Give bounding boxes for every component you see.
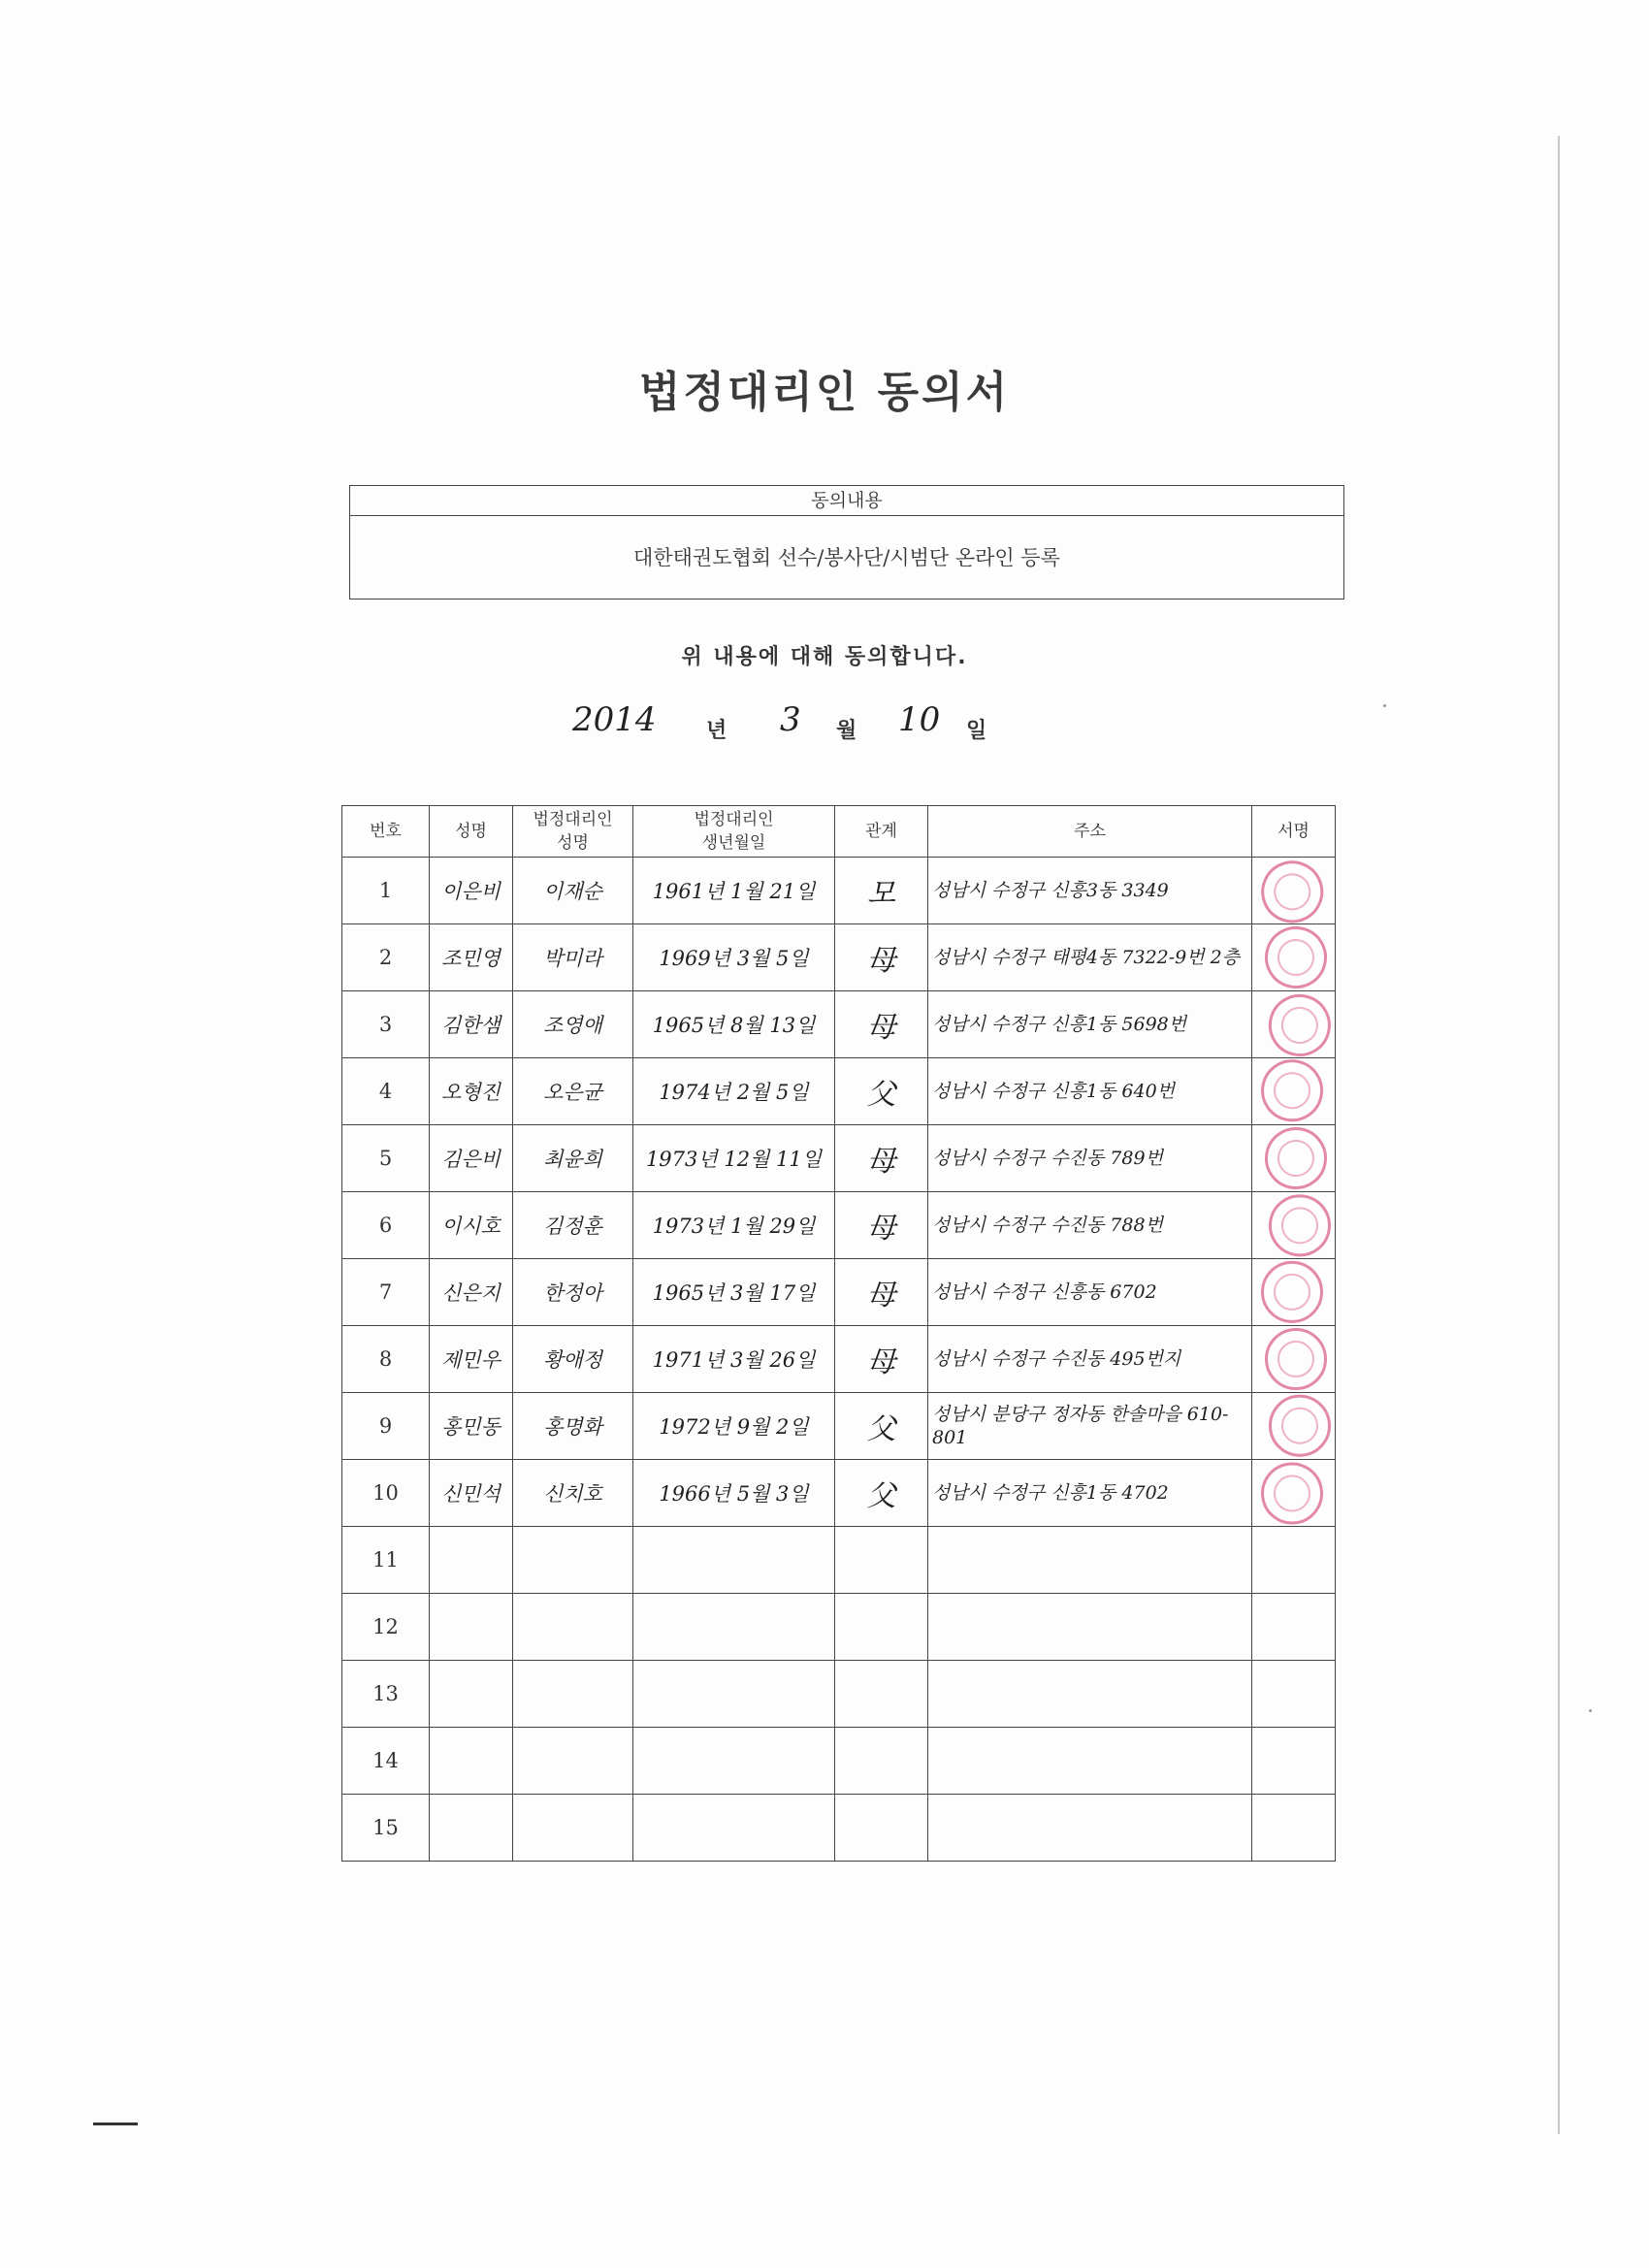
col-header-guardian-birth-line2: 생년월일 [701,833,766,853]
table-row [342,1393,1336,1460]
row-relation [835,1594,928,1661]
scan-margin-mark [93,2122,138,2125]
row-guardian-name: 오은균 [513,1058,633,1125]
table-body [342,858,1336,1862]
row-guardian-birth: 1972년 9월 2일 [633,1393,835,1460]
table-row [342,1661,1336,1728]
row-address [928,1795,1252,1862]
table-row [342,1125,1336,1192]
row-guardian-name: 홍명화 [513,1393,633,1460]
row-guardian-birth: 1973년 1월 29일 [633,1192,835,1259]
row-number: 3 [342,991,430,1058]
scan-speck [1383,704,1386,707]
row-address: 성남시 수정구 신흥1동 640번 [928,1058,1252,1125]
row-guardian-birth: 1961년 1월 21일 [633,858,835,924]
row-guardian-birth: 1973년 12월 11일 [633,1125,835,1192]
table-row [342,1259,1336,1326]
seal-stamp-icon [1257,924,1335,991]
row-number: 1 [342,858,430,924]
col-header-signature: 서명 [1252,806,1336,858]
row-number: 14 [342,1728,430,1795]
row-number: 15 [342,1795,430,1862]
row-name: 김은비 [430,1125,513,1192]
agreement-statement: 위 내용에 대해 동의합니다. [681,645,968,669]
row-address: 성남시 수정구 신흥1동 4702 [928,1460,1252,1527]
row-guardian-birth: 1974년 2월 5일 [633,1058,835,1125]
row-signature [1252,1259,1336,1326]
row-guardian-birth: 1971년 3월 26일 [633,1326,835,1393]
row-signature [1252,1326,1336,1393]
row-signature [1252,858,1336,924]
row-signature [1252,1058,1336,1125]
col-header-guardian-birth [633,806,835,858]
row-name: 이은비 [430,858,513,924]
row-guardian-birth [633,1527,835,1594]
date-month-unit: 월 [836,719,857,743]
table-row [342,1058,1336,1125]
seal-stamp-icon [1260,1125,1330,1192]
table-row [342,991,1336,1058]
row-relation: 父 [835,1393,928,1460]
row-name [430,1728,513,1795]
col-header-number: 번호 [342,806,430,858]
row-guardian-name: 박미라 [513,924,633,991]
row-name: 김한샘 [430,991,513,1058]
seal-stamp-icon [1259,1260,1323,1324]
consent-header: 동의내용 [350,486,1343,516]
row-name [430,1527,513,1594]
row-relation [835,1728,928,1795]
row-guardian-name [513,1527,633,1594]
row-signature [1252,1125,1336,1192]
row-relation: 母 [835,1192,928,1259]
row-name: 이시호 [430,1192,513,1259]
row-guardian-name [513,1661,633,1728]
row-address: 성남시 수정구 수진동 495번지 [928,1326,1252,1393]
row-signature [1252,1460,1336,1527]
seal-stamp-icon [1255,1058,1328,1125]
row-signature [1252,1594,1336,1661]
row-number: 12 [342,1594,430,1661]
row-signature [1252,1527,1336,1594]
seal-stamp-icon [1266,1393,1332,1459]
row-relation [835,1795,928,1862]
row-guardian-name [513,1795,633,1862]
seal-stamp-icon [1266,1192,1333,1259]
row-signature [1252,924,1336,991]
row-name [430,1661,513,1728]
row-signature [1252,1393,1336,1460]
row-relation: 母 [835,1259,928,1326]
date-year: 2014 [572,700,657,739]
table-row [342,1326,1336,1393]
row-relation: 모 [835,858,928,924]
table-row [342,1527,1336,1594]
table-row [342,858,1336,924]
guardian-roster-table [341,805,1336,1862]
row-number: 10 [342,1460,430,1527]
row-guardian-birth: 1965년 3월 17일 [633,1259,835,1326]
row-number: 4 [342,1058,430,1125]
row-number: 5 [342,1125,430,1192]
row-signature [1252,991,1336,1058]
row-name: 오형진 [430,1058,513,1125]
row-name [430,1594,513,1661]
date-day-unit: 일 [966,719,987,743]
row-guardian-name [513,1728,633,1795]
row-number: 11 [342,1527,430,1594]
row-address: 성남시 분당구 정자동 한솔마을 610-801 [928,1393,1252,1460]
row-number: 6 [342,1192,430,1259]
table-row [342,1594,1336,1661]
document-title: 법정대리인 동의서 [638,368,1011,417]
row-address [928,1728,1252,1795]
row-number: 7 [342,1259,430,1326]
row-relation [835,1527,928,1594]
table-row [342,1460,1336,1527]
row-number: 13 [342,1661,430,1728]
consent-content: 대한태권도협회 선수/봉사단/시범단 온라인 등록 [633,546,1060,569]
row-guardian-birth [633,1661,835,1728]
row-guardian-name: 황애정 [513,1326,633,1393]
row-guardian-name: 이재순 [513,858,633,924]
table-row [342,1728,1336,1795]
row-relation: 母 [835,1326,928,1393]
seal-stamp-icon [1264,1327,1327,1390]
row-number: 2 [342,924,430,991]
table-header-row [342,806,1336,858]
row-guardian-birth: 1966년 5월 3일 [633,1460,835,1527]
row-guardian-name: 신치호 [513,1460,633,1527]
row-guardian-birth [633,1728,835,1795]
row-address: 성남시 수정구 태평4동 7322-9번 2층 [928,924,1252,991]
seal-stamp-icon [1252,858,1332,924]
row-signature [1252,1192,1336,1259]
row-signature [1252,1728,1336,1795]
date-day: 10 [898,700,941,739]
row-address: 성남시 수정구 신흥3동 3349 [928,858,1252,924]
row-address: 성남시 수정구 수진동 788번 [928,1192,1252,1259]
row-name: 조민영 [430,924,513,991]
row-guardian-name [513,1594,633,1661]
table-row [342,1795,1336,1862]
row-guardian-birth: 1965년 8월 13일 [633,991,835,1058]
row-name: 제민우 [430,1326,513,1393]
row-guardian-name: 최윤희 [513,1125,633,1192]
seal-stamp-icon [1262,991,1336,1058]
row-number: 8 [342,1326,430,1393]
col-header-relation: 관계 [835,806,928,858]
row-address [928,1594,1252,1661]
row-guardian-birth [633,1594,835,1661]
row-address [928,1527,1252,1594]
row-name [430,1795,513,1862]
date-month: 3 [780,700,801,739]
row-number: 9 [342,1393,430,1460]
table-row [342,1192,1336,1259]
row-address: 성남시 수정구 신흥1동 5698번 [928,991,1252,1058]
row-guardian-birth: 1969년 3월 5일 [633,924,835,991]
row-relation: 父 [835,1058,928,1125]
row-address: 성남시 수정구 수진동 789번 [928,1125,1252,1192]
row-guardian-name: 김정훈 [513,1192,633,1259]
row-guardian-name: 한정아 [513,1259,633,1326]
scan-edge-line [1558,136,1560,2134]
col-header-guardian-birth-line1: 법정대리인 [694,810,774,829]
row-relation: 父 [835,1460,928,1527]
seal-stamp-icon [1257,1460,1326,1527]
row-relation: 母 [835,1125,928,1192]
row-address: 성남시 수정구 신흥동 6702 [928,1259,1252,1326]
consent-content-box [349,485,1344,599]
row-guardian-birth [633,1795,835,1862]
col-header-guardian-name-line2: 성명 [557,833,589,853]
row-name: 신은지 [430,1259,513,1326]
row-guardian-name: 조영애 [513,991,633,1058]
col-header-guardian-name [513,806,633,858]
row-relation: 母 [835,924,928,991]
row-name: 신민석 [430,1460,513,1527]
row-signature [1252,1795,1336,1862]
row-relation: 母 [835,991,928,1058]
row-relation [835,1661,928,1728]
row-name: 홍민동 [430,1393,513,1460]
table-row [342,924,1336,991]
date-year-unit: 년 [706,719,728,743]
row-signature [1252,1661,1336,1728]
col-header-guardian-name-line1: 법정대리인 [533,810,613,829]
scan-speck [1589,1709,1592,1712]
col-header-name: 성명 [430,806,513,858]
row-address [928,1661,1252,1728]
col-header-address: 주소 [928,806,1252,858]
